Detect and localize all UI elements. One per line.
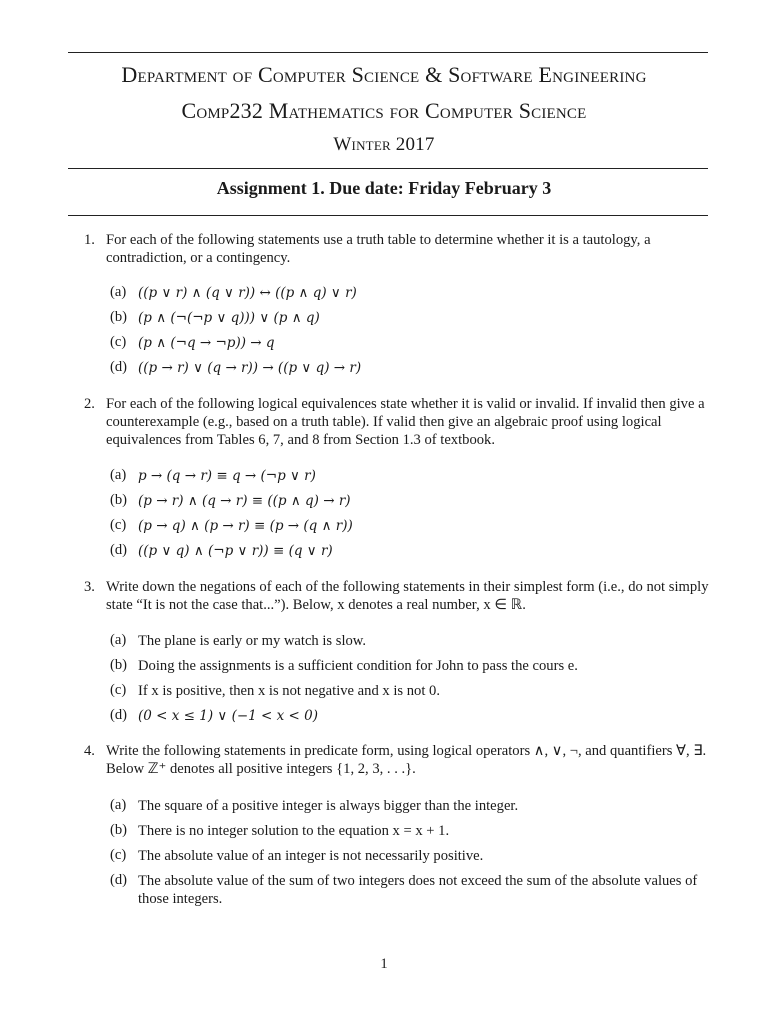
header-rule xyxy=(68,168,708,169)
item-label: (a) xyxy=(110,284,127,300)
question-number: 1. xyxy=(84,232,95,248)
item-label: (d) xyxy=(110,359,128,375)
list-item xyxy=(110,847,708,865)
list-item xyxy=(110,492,708,510)
item-text: ((p ∨ q) ∧ (¬p ∨ r)) ≡ (q ∨ r) xyxy=(138,543,333,559)
list-item xyxy=(110,334,708,352)
item-label: (c) xyxy=(110,334,127,350)
item-label: (b) xyxy=(110,657,128,673)
list-item xyxy=(110,872,708,908)
item-label: (b) xyxy=(110,822,128,838)
item-label: (a) xyxy=(110,467,127,483)
item-text: (p → r) ∧ (q → r) ≡ ((p ∧ q) → r) xyxy=(138,493,351,509)
question-text: Write the following statements in predicate form, using logical operators ∧, ∨, ¬, and quantifiers ∀, ∃. Below ℤ⁺ denotes all positive integers {1, 2, 3, . . .}. xyxy=(106,743,707,777)
item-text: Doing the assignments is a sufficient condition for John to pass the cours e. xyxy=(138,658,578,674)
item-label: (a) xyxy=(110,797,127,813)
question-2 xyxy=(84,395,710,449)
item-label: (b) xyxy=(110,492,128,508)
question-number: 4. xyxy=(84,743,95,759)
title-rule xyxy=(68,215,708,216)
question-4 xyxy=(84,742,710,778)
page-number: 1 xyxy=(380,956,388,972)
list-item xyxy=(110,632,708,650)
list-item xyxy=(110,309,708,327)
item-text: The absolute value of the sum of two integers does not exceed the sum of the absolute values of those integers. xyxy=(138,873,698,907)
list-item xyxy=(110,707,708,725)
list-item xyxy=(110,359,708,377)
question-text: Write down the negations of each of the following statements in their simplest form (i.e., do not simply state “It is not the case that...”). Below, x denotes a real number, x ∈ ℝ. xyxy=(106,579,709,613)
question-text: For each of the following statements use a truth table to determine whether it is a tautology, a contradiction, or a contingency. xyxy=(106,232,651,266)
item-label: (c) xyxy=(110,682,127,698)
question-number: 2. xyxy=(84,396,95,412)
item-text: The plane is early or my watch is slow. xyxy=(138,633,367,649)
list-item xyxy=(110,797,708,815)
list-item xyxy=(110,822,708,840)
item-text: ((p → r) ∨ (q → r)) → ((p ∨ q) → r) xyxy=(138,360,362,376)
list-item xyxy=(110,284,708,302)
item-label: (a) xyxy=(110,632,127,648)
item-label: (c) xyxy=(110,517,127,533)
item-label: (d) xyxy=(110,707,128,723)
item-label: (d) xyxy=(110,872,128,888)
list-item xyxy=(110,517,708,535)
item-label: (d) xyxy=(110,542,128,558)
item-text: (0 < x ≤ 1) ∨ (−1 < x < 0) xyxy=(138,708,319,724)
question-3 xyxy=(84,578,710,614)
item-text: The absolute value of an integer is not necessarily positive. xyxy=(138,848,484,864)
item-text: There is no integer solution to the equation x = x + 1. xyxy=(138,823,450,839)
question-number: 3. xyxy=(84,579,95,595)
item-text: (p ∧ (¬(¬p ∨ q))) ∨ (p ∧ q) xyxy=(138,310,320,326)
item-label: (b) xyxy=(110,309,128,325)
list-item xyxy=(110,682,708,700)
department-title: Department of Computer Science & Software Engineering xyxy=(121,62,647,87)
course-title: Comp232 Mathematics for Computer Science xyxy=(181,98,587,123)
term-title: Winter 2017 xyxy=(333,134,435,155)
item-text: (p → q) ∧ (p → r) ≡ (p → (q ∧ r)) xyxy=(138,518,353,534)
assignment-title: Assignment 1. Due date: Friday February 3 xyxy=(216,178,552,198)
item-text: The square of a positive integer is always bigger than the integer. xyxy=(138,798,519,814)
item-text: p → (q → r) ≡ q → (¬p ∨ r) xyxy=(138,468,316,484)
question-text: For each of the following logical equivalences state whether it is valid or invalid. If invalid then give a counterexample (e.g., based on a truth table). If valid then give an algebraic proof using logical equivalences from Tables 6, 7, and 8 from Section 1.3 of textbook. xyxy=(106,396,705,448)
top-rule xyxy=(68,52,708,53)
item-label: (c) xyxy=(110,847,127,863)
list-item xyxy=(110,467,708,485)
item-text: If x is positive, then x is not negative and x is not 0. xyxy=(138,683,440,699)
item-text: (p ∧ (¬q → ¬p)) → q xyxy=(138,335,275,351)
question-1 xyxy=(84,231,710,267)
list-item xyxy=(110,542,708,560)
list-item xyxy=(110,657,708,675)
item-text: ((p ∨ r) ∧ (q ∨ r)) ↔ ((p ∧ q) ∨ r) xyxy=(138,285,357,301)
